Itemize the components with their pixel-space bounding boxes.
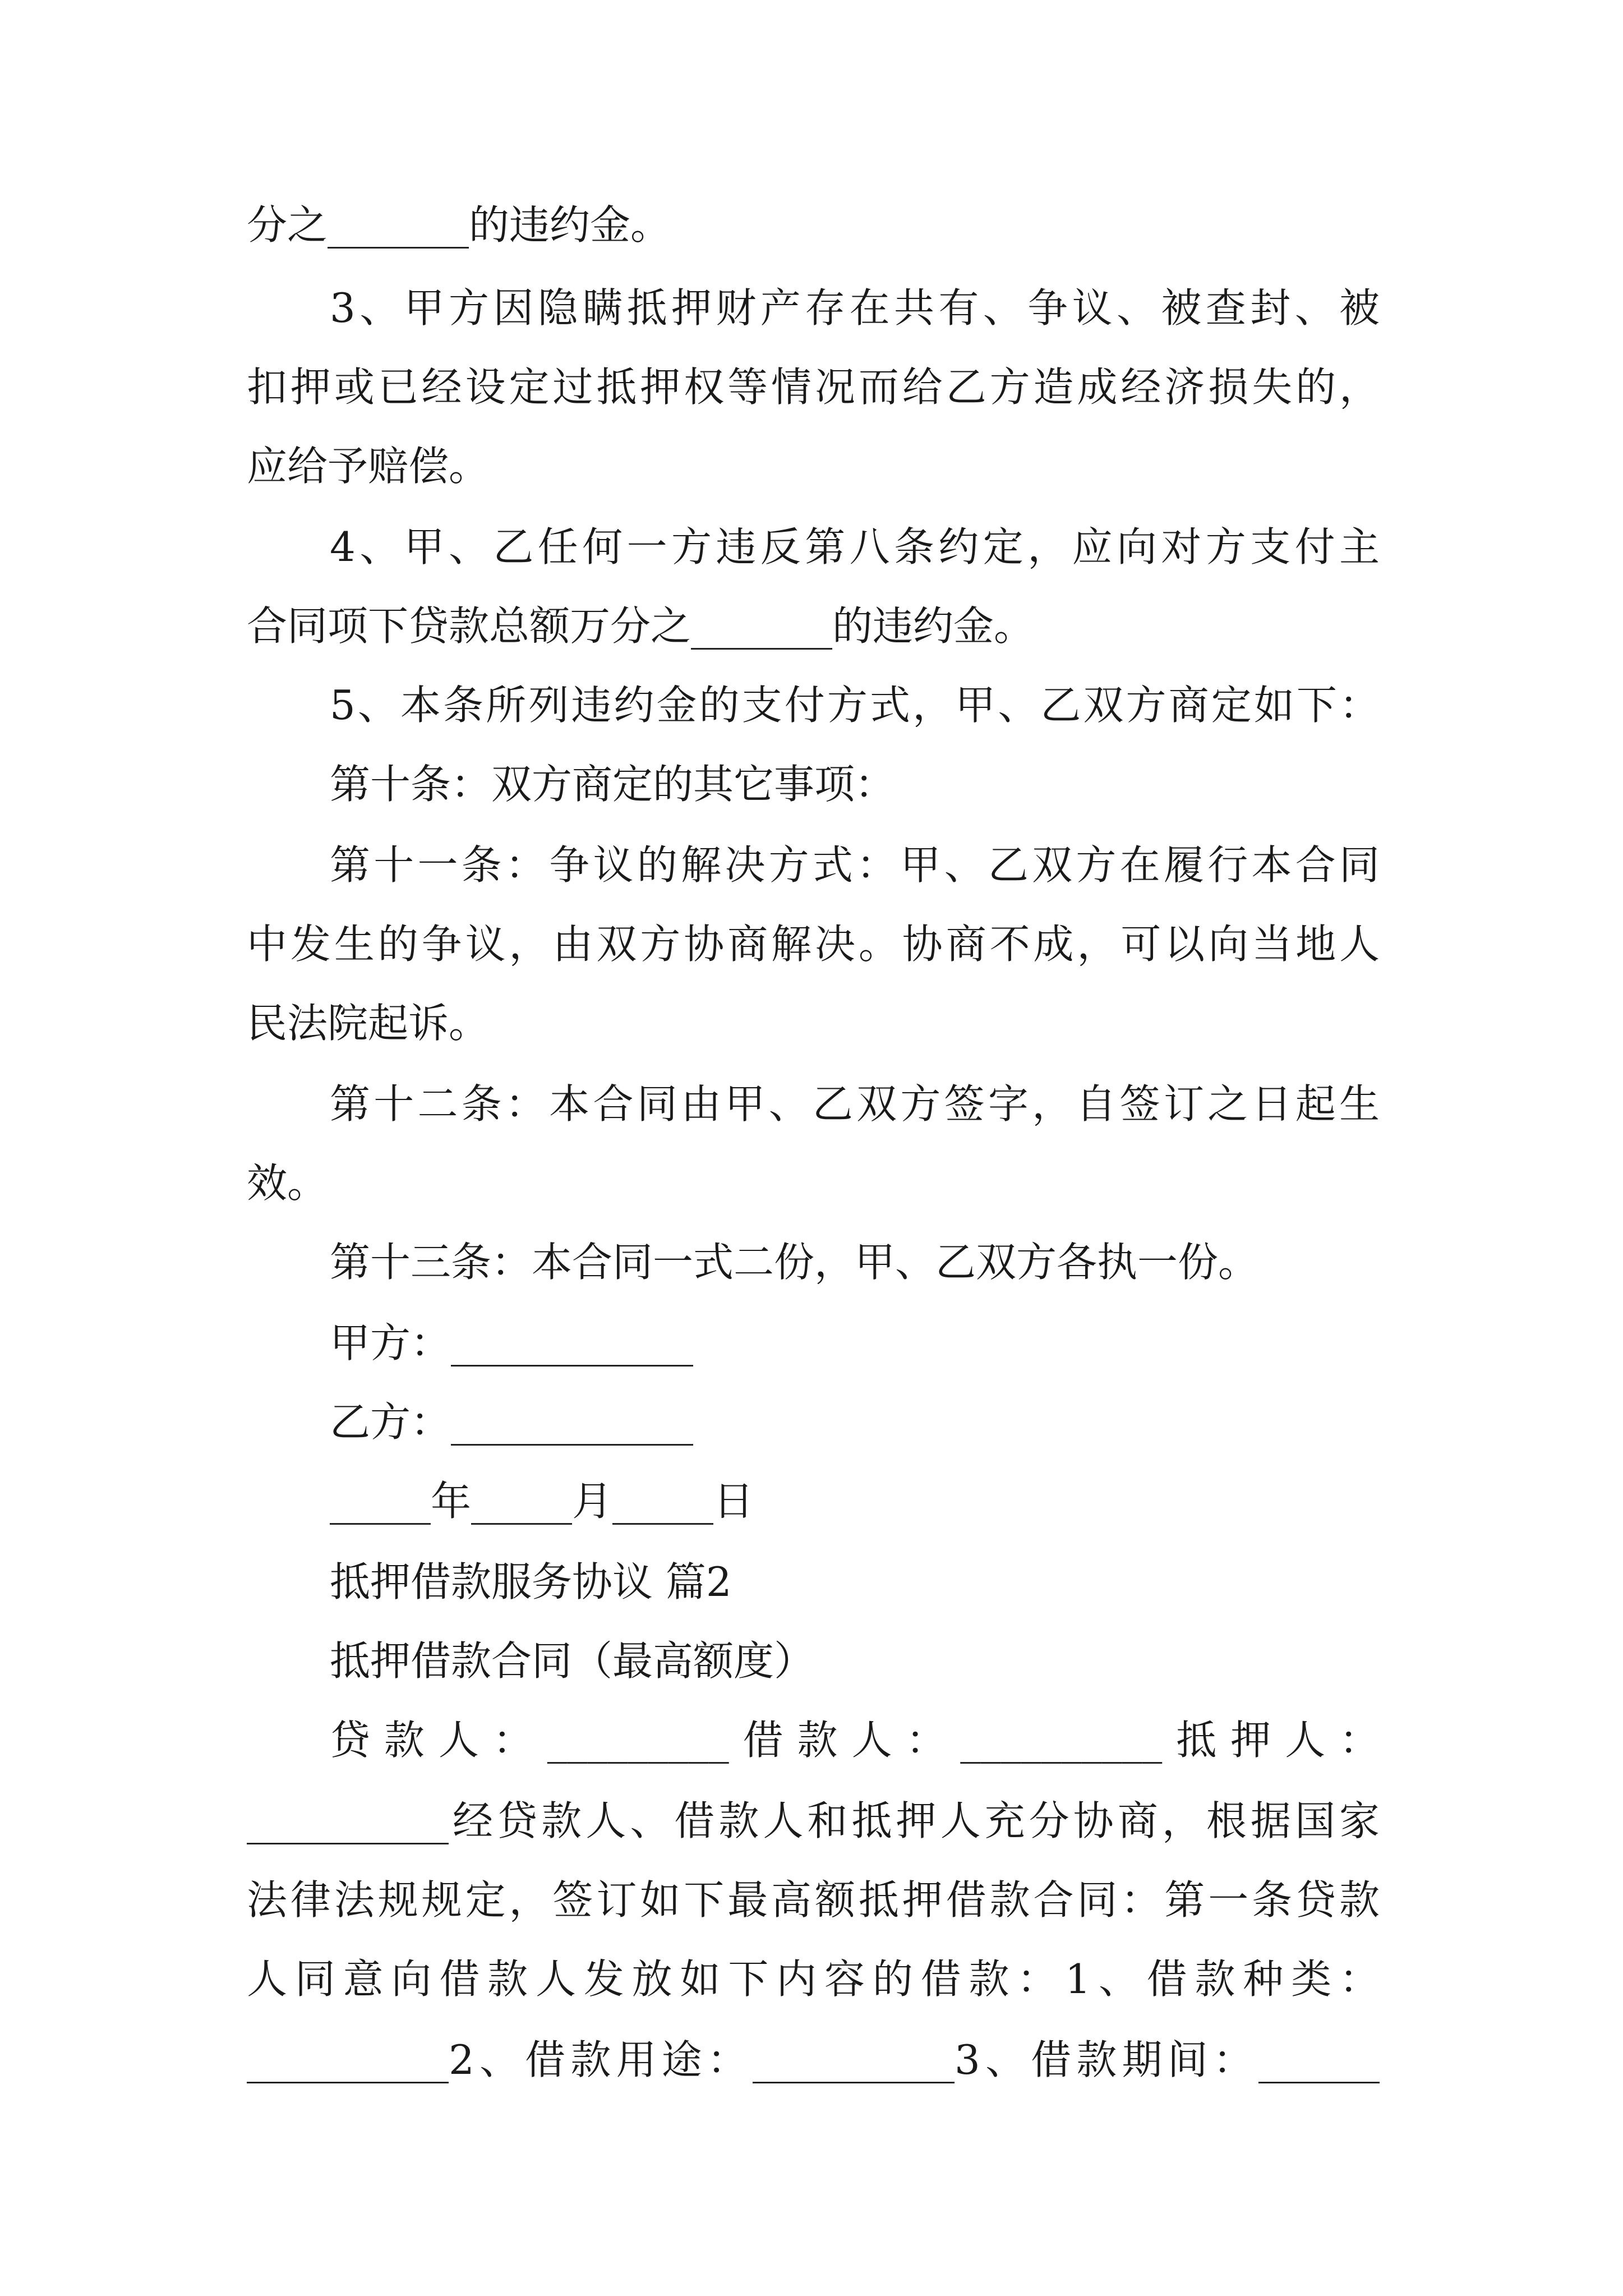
contract-title: 抵押借款合同（最高额度） — [330, 1637, 815, 1685]
text-line: 民法院起诉。 — [247, 1000, 490, 1047]
text-line: 5、本条所列违约金的支付方式，甲、乙双方商定如下： — [330, 682, 1380, 729]
text-line: 贷款人：_________借款人：__________抵押人： — [330, 1717, 1380, 1764]
text-line: 第十条：双方商定的其它事项： — [330, 761, 896, 808]
text-line: 人同意向借款人发放如下内容的借款：1、借款种类： — [247, 1955, 1380, 2003]
text-line: 4、甲、乙任何一方违反第八条约定，应向对方支付主 — [330, 523, 1380, 570]
text-line: 效。 — [247, 1159, 328, 1207]
text-line: 应给予赔偿。 — [247, 443, 490, 490]
text-line: 第十二条：本合同由甲、乙双方签字，自签订之日起生 — [330, 1080, 1380, 1128]
signature-date: _____年_____月_____日 — [330, 1478, 754, 1525]
text-line: 中发生的争议，由双方协商解决。协商不成，可以向当地人 — [247, 921, 1380, 968]
text-line: 3、甲方因隐瞒抵押财产存在共有、争议、被查封、被 — [330, 284, 1380, 332]
signature-party-a: 甲方：____________ — [330, 1319, 694, 1366]
text-line: 扣押或已经设定过抵押权等情况而给乙方造成经济损失的， — [247, 364, 1380, 411]
text-line: 第十一条：争议的解决方式：甲、乙双方在履行本合同 — [330, 841, 1380, 889]
text-line: 法律法规规定，签订如下最高额抵押借款合同：第一条贷款 — [247, 1876, 1380, 1924]
signature-party-b: 乙方：____________ — [330, 1398, 694, 1446]
text-line: __________2、借款用途：__________3、借款期间：______ — [247, 2036, 1380, 2083]
text-line: 分之_______的违约金。 — [247, 201, 671, 249]
section-heading: 抵押借款服务协议 篇2 — [330, 1558, 732, 1605]
text-line: 合同项下贷款总额万分之_______的违约金。 — [247, 602, 1035, 650]
text-line: __________经贷款人、借款人和抵押人充分协商，根据国家 — [247, 1797, 1380, 1844]
text-line: 第十三条：本合同一式二份，甲、乙双方各执一份。 — [330, 1239, 1259, 1286]
